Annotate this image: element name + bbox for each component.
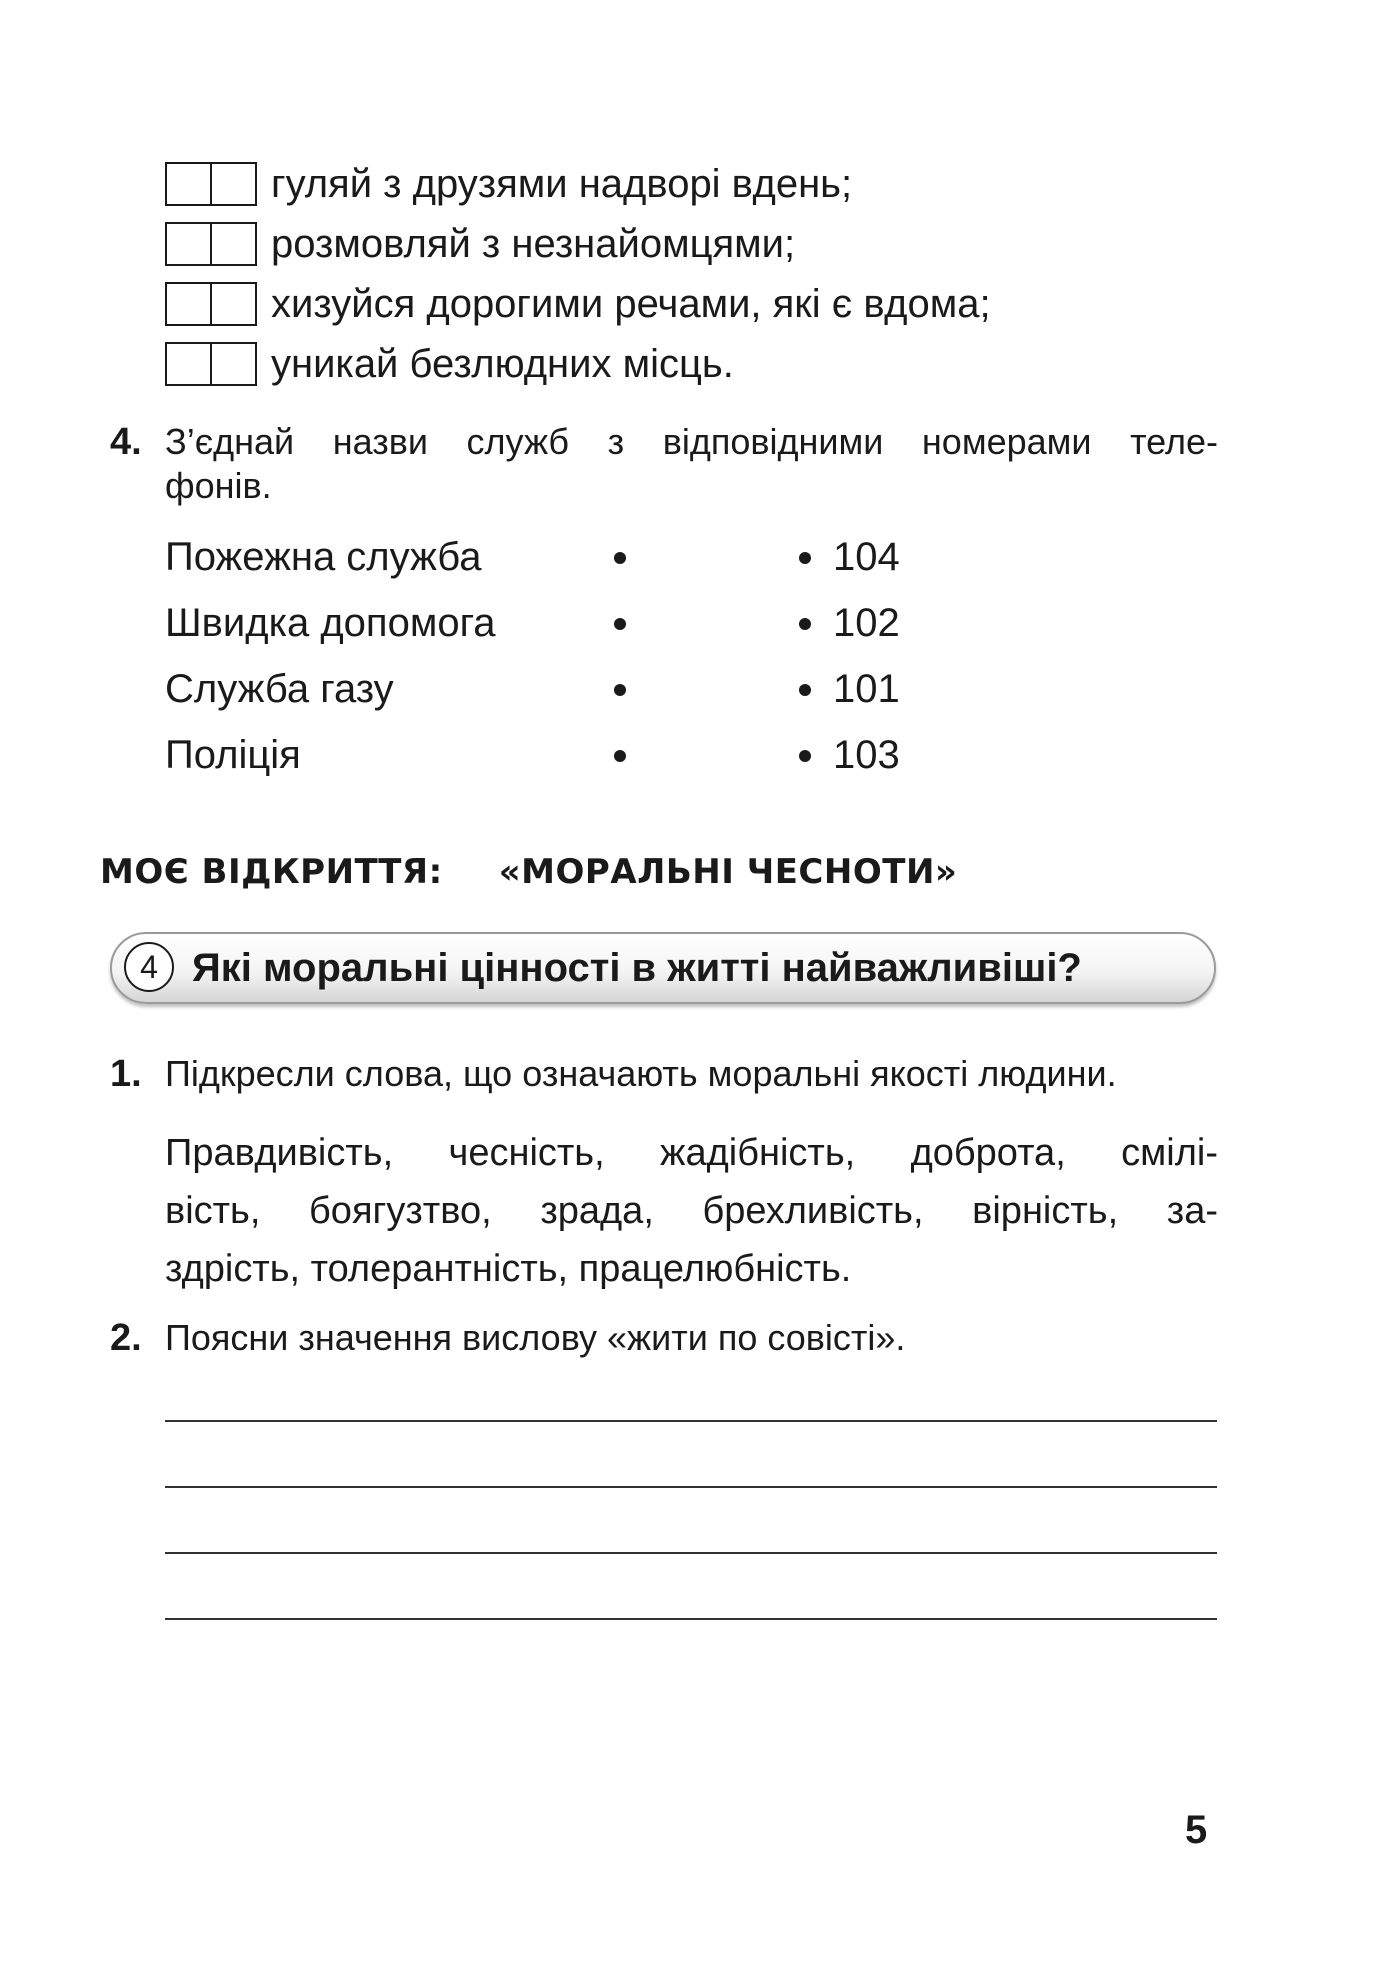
task-2 bbox=[110, 1316, 1218, 1360]
section-heading bbox=[100, 852, 957, 892]
checklist-text: уникай безлюдних місць. bbox=[271, 342, 734, 386]
checklist-text: гуляй з друзями надворі вдень; bbox=[271, 162, 853, 206]
lesson-title: Які моральні цінності в житті найважливіші? bbox=[192, 946, 1082, 990]
right-match-dot[interactable] bbox=[799, 552, 811, 564]
match-row bbox=[165, 598, 965, 648]
answer-checkbox[interactable] bbox=[165, 222, 257, 266]
task-number: 2. bbox=[110, 1317, 142, 1359]
lesson-number-badge: 4 bbox=[124, 942, 174, 992]
left-match-dot[interactable] bbox=[614, 552, 626, 564]
moral-words-line[interactable]: вість, боягузтво, зрада, брехливість, вірність, за- bbox=[165, 1190, 1218, 1232]
task-text: Поясни значення вислову «жити по совісті». bbox=[165, 1317, 906, 1358]
checklist-item bbox=[165, 160, 852, 208]
task-text-line: фонів. bbox=[165, 465, 272, 506]
match-row bbox=[165, 664, 965, 714]
left-match-dot[interactable] bbox=[614, 750, 626, 762]
phone-number: 102 bbox=[833, 601, 900, 645]
answer-line[interactable] bbox=[165, 1486, 1217, 1488]
checklist-text: розмовляй з незнайомцями; bbox=[271, 222, 796, 266]
checklist-text: хизуйся дорогими речами, які є вдома; bbox=[271, 282, 991, 326]
phone-number: 101 bbox=[833, 667, 900, 711]
checklist-item bbox=[165, 340, 734, 388]
answer-checkbox[interactable] bbox=[165, 342, 257, 386]
service-name: Поліція bbox=[165, 733, 301, 777]
task-text: Підкресли слова, що означають моральні якості людини. bbox=[165, 1053, 1117, 1094]
match-row bbox=[165, 730, 965, 780]
service-name: Служба газу bbox=[165, 667, 394, 711]
answer-line[interactable] bbox=[165, 1552, 1217, 1554]
right-match-dot[interactable] bbox=[799, 618, 811, 630]
left-match-dot[interactable] bbox=[614, 618, 626, 630]
moral-words-line[interactable]: Правдивість, чесність, жадібність, доброта, смілі- bbox=[165, 1132, 1218, 1174]
section-topic: «МОРАЛЬНІ ЧЕСНОТИ» bbox=[498, 852, 958, 892]
task-4 bbox=[110, 420, 1218, 508]
task-text-line: З’єднай назви служб з відповідними номерами теле- bbox=[165, 421, 1218, 462]
answer-line[interactable] bbox=[165, 1618, 1217, 1620]
match-row bbox=[165, 532, 965, 582]
moral-words-line[interactable]: здрість, толерантність, працелюбність. bbox=[165, 1248, 852, 1290]
right-match-dot[interactable] bbox=[799, 750, 811, 762]
phone-number: 103 bbox=[833, 733, 900, 777]
service-name: Пожежна служба bbox=[165, 535, 482, 579]
checklist-item bbox=[165, 220, 795, 268]
page-number: 5 bbox=[1185, 1808, 1208, 1852]
checklist-item bbox=[165, 280, 991, 328]
task-number: 4. bbox=[110, 421, 142, 463]
right-match-dot[interactable] bbox=[799, 684, 811, 696]
moral-words-text bbox=[110, 1124, 1218, 1298]
section-label: МОЄ ВІДКРИТТЯ: bbox=[100, 852, 443, 892]
service-name: Швидка допомога bbox=[165, 601, 496, 645]
answer-checkbox[interactable] bbox=[165, 282, 257, 326]
left-match-dot[interactable] bbox=[614, 684, 626, 696]
phone-number: 104 bbox=[833, 535, 900, 579]
task-1 bbox=[110, 1052, 1218, 1096]
answer-checkbox[interactable] bbox=[165, 162, 257, 206]
lesson-title-bar bbox=[110, 932, 1216, 1004]
task-number: 1. bbox=[110, 1053, 142, 1095]
answer-line[interactable] bbox=[165, 1420, 1217, 1422]
